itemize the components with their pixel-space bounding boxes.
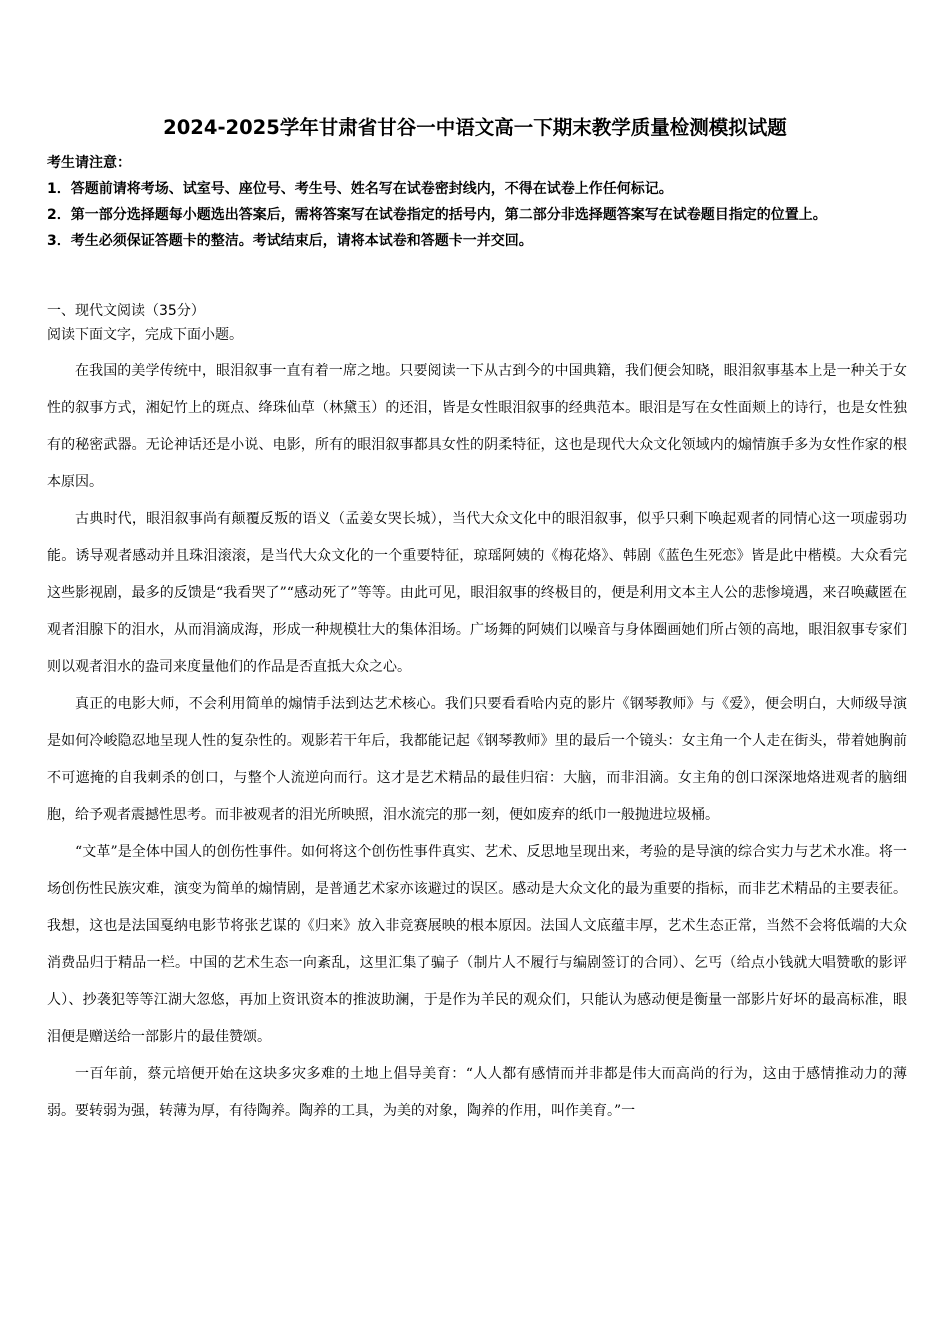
passage-paragraph: 古典时代，眼泪叙事尚有颠覆反叛的语义（孟姜女哭长城），当代大众文化中的眼泪叙事，似乎只剩下唤起观者的同情心这一项虚弱功能。诱导观者感动并且珠泪滚滚，是当代大众文化的一个重要特征，琼瑶阿姨的《梅花烙》、韩剧《蓝色生死恋》皆是此中楷模。大众看完这些影视剧，最多的反馈是“我看哭了”“感动死了”等等。由此可见，眼泪叙事的终极目的，便是利用文本主人公的悲惨境遇，来召唤藏匿在观者泪腺下的泪水，从而涓滴成海，形成一种规模壮大的集体泪场。广场舞的阿姨们以噪音与身体圈画她们所占领的高地，眼泪叙事专家们则以观者泪水的盎司来度量他们的作品是否直抵大众之心。 bbox=[47, 511, 907, 675]
section-heading: 一、现代文阅读（35分） bbox=[47, 303, 205, 319]
page-title: 2024-2025学年甘肃省甘谷一中语文高一下期末教学质量检测模拟试题 bbox=[163, 116, 787, 139]
passage-paragraph: 真正的电影大师，不会利用简单的煽情手法到达艺术核心。我们只要看看哈内克的影片《钢琴教师》与《爱》，便会明白，大师级导演是如何冷峻隐忍地呈现人性的复杂性的。观影若干年后，我都能记起《钢琴教师》里的最后一个镜头：女主角一个人走在街头，带着她胸前不可遮掩的自我刺杀的创口，与整个人流逆向而行。这才是艺术精品的最佳归宿：大脑，而非泪滴。女主角的创口深深地烙进观者的脑细胞，给予观者震撼性思考。而非被观者的泪光所映照，泪水流完的那一刻，便如废弃的纸巾一般抛进垃圾桶。 bbox=[47, 696, 907, 823]
notice-item: 3．考生必须保证答题卡的整洁。考试结束后，请将本试卷和答题卡一并交回。 bbox=[47, 233, 533, 249]
notice-item: 1．答题前请将考场、试室号、座位号、考生号、姓名写在试卷密封线内，不得在试卷上作任何标记。 bbox=[47, 181, 673, 197]
reading-instruction: 阅读下面文字，完成下面小题。 bbox=[47, 327, 243, 343]
exam-notice bbox=[47, 150, 907, 254]
notice-item: 2．第一部分选择题每小题选出答案后，需将答案写在试卷指定的括号内，第二部分非选择题答案写在试卷题目指定的位置上。 bbox=[47, 207, 827, 223]
reading-passage bbox=[47, 353, 907, 1130]
passage-paragraph: “文革”是全体中国人的创伤性事件。如何将这个创伤性事件真实、艺术、反思地呈现出来，考验的是导演的综合实力与艺术水准。将一场创伤性民族灾难，演变为简单的煽情剧，是普通艺术家亦该避过的误区。感动是大众文化的最为重要的指标，而非艺术精品的主要表征。我想，这也是法国戛纳电影节将张艺谋的《归来》放入非竞赛展映的根本原因。法国人文底蕴丰厚，艺术生态正常，当然不会将低端的大众消费品归于精品一栏。中国的艺术生态一向紊乱，这里汇集了骗子（制片人不履行与编剧签订的合同）、乞丐（给点小钱就大唱赞歌的影评人）、抄袭犯等等江湖大忽悠，再加上资讯资本的推波助澜，于是作为羊民的观众们，只能认为感动便是衡量一部影片好坏的最高标准，眼泪便是赠送给一部影片的最佳赞颂。 bbox=[47, 844, 907, 1045]
notice-heading: 考生请注意： bbox=[47, 155, 131, 171]
passage-paragraph: 一百年前，蔡元培便开始在这块多灾多难的土地上倡导美育：“人人都有感情而并非都是伟大而高尚的行为，这由于感情推动力的薄弱。要转弱为强，转薄为厚，有待陶养。陶养的工具，为美的对象，陶养的作用，叫作美育。”一 bbox=[47, 1066, 907, 1119]
passage-paragraph: 在我国的美学传统中，眼泪叙事一直有着一席之地。只要阅读一下从古到今的中国典籍，我们便会知晓，眼泪叙事基本上是一种关于女性的叙事方式，湘妃竹上的斑点、绛珠仙草（林黛玉）的还泪，皆是女性眼泪叙事的经典范本。眼泪是写在女性面颊上的诗行，也是女性独有的秘密武器。无论神话还是小说、电影，所有的眼泪叙事都具女性的阴柔特征，这也是现代大众文化领域内的煽情旗手多为女性作家的根本原因。 bbox=[47, 363, 907, 490]
